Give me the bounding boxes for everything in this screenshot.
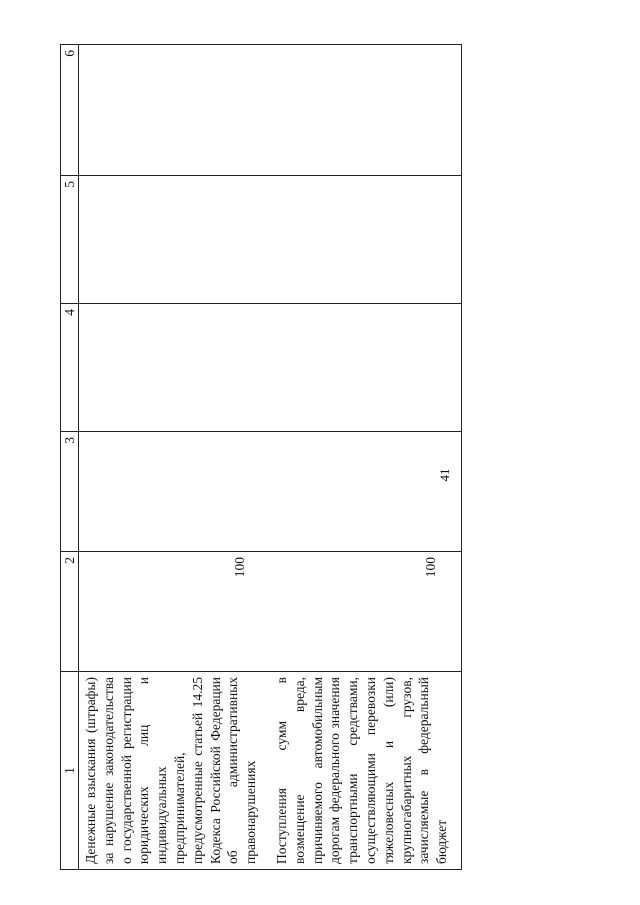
header-col-1: 1 [61,672,79,870]
revenue-name-cell: Поступления сумм в возмещение вреда, причиняемого автомобильным дорогам федерального значения транспортными средствами, осуществляющими перевозки тяжеловесных и (или) крупногабаритных грузов, зачисляемые в федеральный бюджет [270,672,461,870]
norm-value-cell: 100 [270,552,461,672]
page-number: 41 [437,468,452,482]
empty-cell [79,432,270,552]
rotated-page-content [60,45,605,870]
revenue-name-cell: Денежные взыскания (штрафы) за нарушение законодательства о государственной регистрации юридических лиц и индивидуальных предпринимателей, предусмотренные статьей 14.25 Кодекса Российской Федерации об административных правонарушениях [79,672,270,870]
header-col-2: 2 [61,552,79,672]
empty-cell [270,304,461,432]
table-row [270,45,461,870]
header-col-6: 6 [61,45,79,176]
header-col-5: 5 [61,176,79,304]
empty-cell [79,45,270,176]
header-col-4: 4 [61,304,79,432]
norm-value-cell: 100 [79,552,270,672]
empty-cell [270,45,461,176]
empty-cell [270,176,461,304]
header-col-3: 3 [61,432,79,552]
empty-cell [270,432,461,552]
table-row [79,45,270,870]
table-header-row [61,45,79,870]
empty-cell [79,176,270,304]
revenue-table [60,44,462,870]
empty-cell [79,304,270,432]
